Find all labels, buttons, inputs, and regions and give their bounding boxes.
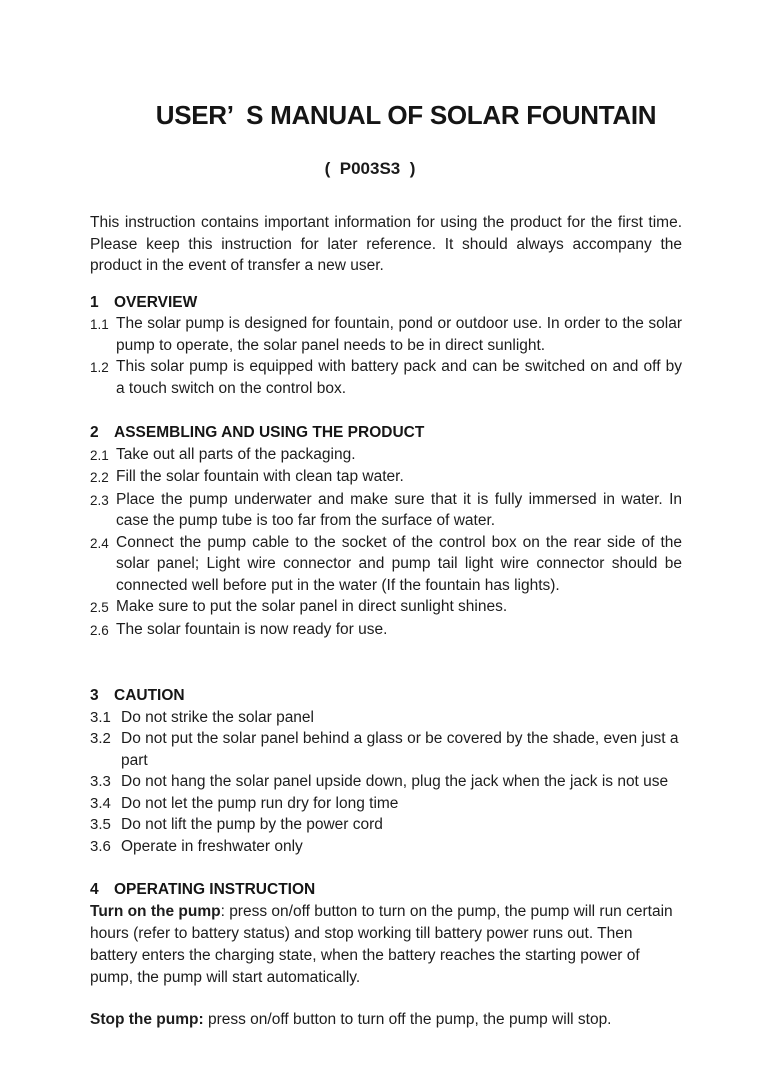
list-item-3-1: [90, 707, 682, 729]
section-caution-heading: [90, 685, 682, 707]
item-number: 3.4: [90, 794, 111, 812]
list-item-3-6: [90, 836, 682, 858]
section-overview-heading: [90, 292, 682, 314]
paragraph-lead: Stop the pump:: [90, 1010, 204, 1028]
page-title: USER’ S MANUAL OF SOLAR FOUNTAIN: [155, 100, 657, 130]
section-caution: [90, 685, 682, 857]
section-number: 1: [90, 293, 99, 311]
item-text: The solar fountain is now ready for use.: [116, 620, 388, 638]
item-text: Do not lift the pump by the power cord: [121, 816, 383, 833]
paragraph-body: : press on/off button to turn on the pump, the pump will run certain hours (refer to battery status) and stop working till battery power runs out. Then battery enters the charging state, when the battery reaches the starting power of pump, the pump will start automatically.: [90, 902, 673, 986]
list-item-3-5: [90, 814, 682, 836]
section-assembling-heading: [90, 422, 682, 444]
item-number: 3.1: [90, 708, 111, 726]
item-number: 2.6: [90, 622, 109, 638]
section-overview: [90, 292, 682, 400]
item-text: Take out all parts of the packaging.: [116, 445, 356, 463]
item-text: The solar pump is designed for fountain, pond or outdoor use. In order to the solar pump to operate, the solar panel needs to be in direct sunlight.: [116, 315, 682, 354]
model-number: ( P003S3 ): [324, 159, 416, 178]
item-text: Do not let the pump run dry for long time: [121, 794, 399, 812]
item-number: 2.4: [90, 535, 109, 551]
item-number: 2.2: [90, 470, 109, 485]
page-content: [90, 0, 682, 1031]
item-number: 2.3: [90, 492, 109, 508]
section-title: OPERATING INSTRUCTION: [114, 881, 316, 898]
item-number: 2.1: [90, 447, 109, 463]
item-text: Place the pump underwater and make sure that it is fully immersed in water. In case the pump tube is too far from the surface of water.: [116, 490, 682, 529]
list-item-3-4: [90, 793, 682, 815]
item-text: Connect the pump cable to the socket of the control box on the rear side of the solar panel; Light wire connector and pump tail light wire connector should be connected well before put in the water (If the fountain has lights).: [116, 533, 682, 594]
item-number: 3.3: [90, 773, 111, 790]
intro-paragraph: This instruction contains important information for using the product for the first time. Please keep this instruction for later reference. It should always accompany the product in the event of transfer a new user.: [90, 214, 682, 274]
list-item-2-1: [90, 444, 682, 467]
item-number: 3.5: [90, 816, 111, 833]
section-number: 2: [90, 424, 99, 441]
list-item-2-2: [90, 466, 682, 489]
list-item-3-2: [90, 728, 682, 771]
item-number: 1.2: [90, 360, 109, 375]
paragraph-stop-pump: [90, 1009, 682, 1031]
list-item-2-4: [90, 532, 682, 597]
item-text: Operate in freshwater only: [121, 837, 303, 855]
item-number: 2.5: [90, 600, 109, 615]
list-item-1-1: [90, 313, 682, 356]
item-text: Do not strike the solar panel: [121, 708, 314, 726]
item-number: 1.1: [90, 317, 109, 332]
section-operating-heading: [90, 879, 682, 901]
paragraph-body: press on/off button to turn off the pump, the pump will stop.: [203, 1010, 612, 1028]
section-assembling: [90, 422, 682, 641]
item-text: This solar pump is equipped with battery pack and can be switched on and off by a touch switch on the control box.: [116, 358, 682, 397]
item-text: Make sure to put the solar panel in direct sunlight shines.: [116, 598, 508, 615]
paragraph-lead: Turn on the pump: [90, 902, 221, 920]
item-text: Fill the solar fountain with clean tap water.: [116, 468, 404, 485]
item-number: 3.2: [90, 730, 111, 747]
list-item-3-3: [90, 771, 682, 793]
item-text: Do not put the solar panel behind a glass or be covered by the shade, even just a part: [121, 730, 679, 769]
list-item-2-6: [90, 619, 682, 642]
section-title: CAUTION: [114, 687, 185, 704]
paragraph-turn-on-pump: [90, 901, 682, 989]
list-item-1-2: [90, 356, 682, 399]
list-item-2-5: [90, 596, 682, 619]
section-title: OVERVIEW: [114, 293, 198, 311]
section-operating: [90, 879, 682, 1031]
section-number: 3: [90, 687, 99, 704]
section-title: ASSEMBLING AND USING THE PRODUCT: [114, 424, 425, 441]
section-number: 4: [90, 881, 99, 898]
item-number: 3.6: [90, 837, 111, 855]
item-text: Do not hang the solar panel upside down, plug the jack when the jack is not use: [121, 773, 669, 790]
list-item-2-3: [90, 489, 682, 532]
